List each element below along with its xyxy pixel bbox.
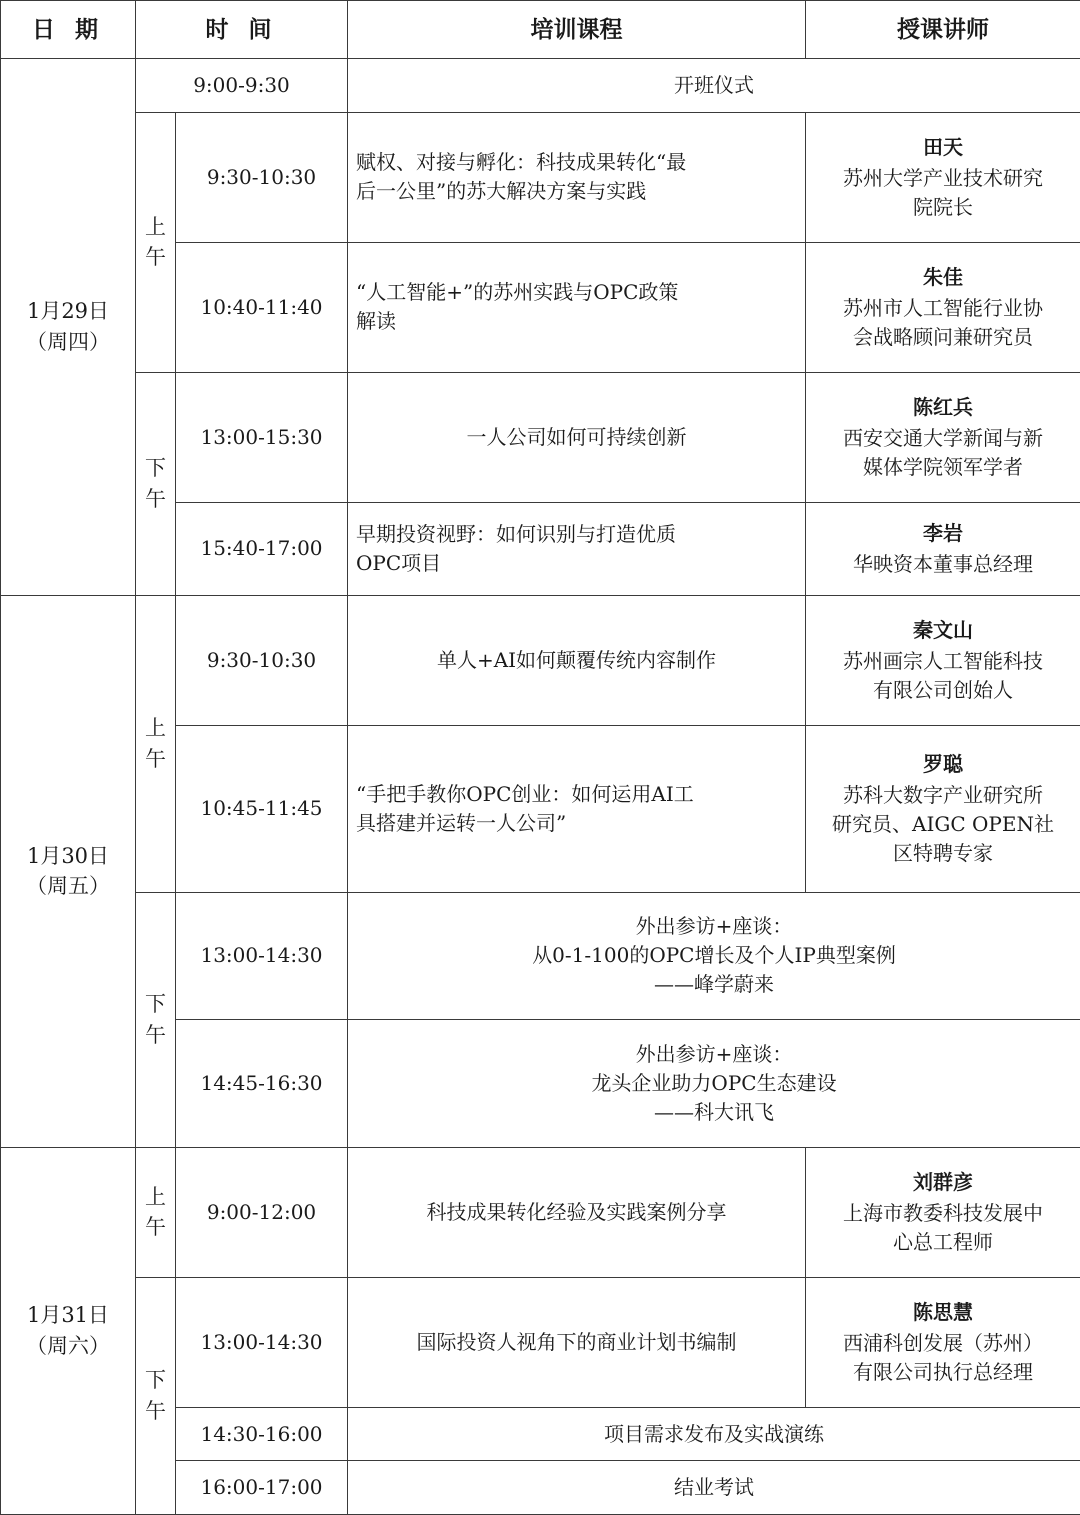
course-line: 解读 [356,309,397,334]
course-cell [348,502,806,595]
course-line: 单人+AI如何颠覆传统内容制作 [436,647,717,672]
time-cell: 13:00-14:30 [176,1277,348,1407]
course-line: 外出参访+座谈： [635,1041,793,1066]
teacher-name: 陈思慧 [913,1299,974,1324]
course-cell [348,1020,1080,1147]
teacher-cell [806,112,1080,242]
course-line: 外出参访+座谈： [635,914,793,939]
teacher-title [814,1199,1072,1257]
teacher-title-line: 院院长 [913,194,974,219]
course-line: OPC项目 [356,550,442,575]
table-row [1,372,1080,502]
teacher-title [814,164,1072,222]
teacher-title-line: 有限公司执行总经理 [853,1359,1034,1384]
half-day-cell [136,372,176,595]
date-cell [1,595,136,1147]
teacher-title-line: 华映资本董事总经理 [853,551,1034,576]
half-day-char: 午 [145,245,166,270]
half-day-cell [136,892,176,1147]
date-line: 1月29日 [26,299,110,324]
teacher-cell [806,502,1080,595]
teacher-cell [806,242,1080,372]
course-cell [348,892,1080,1019]
time-cell: 14:30-16:00 [176,1407,348,1461]
table-row [1,1277,1080,1407]
half-day-char: 午 [145,1215,166,1240]
half-day-char: 下 [145,1368,166,1393]
teacher-cell [806,372,1080,502]
teacher-title [814,294,1072,352]
weekday-line: （周六） [26,1333,110,1358]
course-cell [348,1147,806,1277]
course-cell [348,372,806,502]
half-day-char: 上 [145,214,166,239]
teacher-name: 李岩 [923,520,964,545]
teacher-title-line: 有限公司创始人 [873,677,1014,702]
half-day-char: 上 [145,1184,166,1209]
header-course: 培训课程 [348,1,806,59]
course-line: 后一公里”的苏大解决方案与实践 [356,179,647,204]
teacher-cell [806,725,1080,892]
time-cell: 13:00-15:30 [176,372,348,502]
course-cell [348,59,1080,113]
weekday-line: （周四） [26,329,110,354]
teacher-title [814,424,1072,482]
course-cell [348,112,806,242]
time-cell: 16:00-17:00 [176,1461,348,1515]
course-line: ——科大讯飞 [654,1099,775,1124]
course-cell [348,242,806,372]
teacher-title [814,1329,1072,1387]
time-cell: 9:00-12:00 [176,1147,348,1277]
teacher-title [814,647,1072,705]
table-body [1,59,1080,1515]
table-row [1,595,1080,725]
time-cell: 10:40-11:40 [176,242,348,372]
half-day-char: 午 [145,1398,166,1423]
header-row [1,1,1080,59]
time-cell: 9:00-9:30 [136,59,348,113]
date-cell [1,59,136,596]
course-line: 开班仪式 [674,72,755,97]
teacher-title-line: 苏州画宗人工智能科技 [843,648,1044,673]
header-time: 时 间 [136,1,348,59]
time-cell: 9:30-10:30 [176,595,348,725]
course-cell [348,1461,1080,1515]
course-line: “手把手教你OPC创业：如何运用AI工 [356,781,694,806]
date-cell [1,1147,136,1514]
course-line: 国际投资人视角下的商业计划书编制 [416,1329,737,1354]
half-day-cell [136,595,176,892]
teacher-title-line: 西浦科创发展（苏州） [843,1330,1044,1355]
table-row [1,1147,1080,1277]
teacher-name: 刘群彦 [913,1169,974,1194]
half-day-char: 午 [145,746,166,771]
teacher-cell [806,1277,1080,1407]
teacher-title-line: 上海市教委科技发展中 [843,1200,1044,1225]
half-day-cell [136,1277,176,1514]
course-line: ——峰学蔚来 [654,972,775,997]
weekday-line: （周五） [26,874,110,899]
teacher-cell [806,595,1080,725]
course-line: 一人公司如何可持续创新 [466,424,687,449]
teacher-name: 罗聪 [923,751,964,776]
time-cell: 13:00-14:30 [176,892,348,1019]
course-line: 具搭建并运转一人公司” [356,810,567,835]
course-line: 赋权、对接与孵化：科技成果转化“最 [356,150,687,175]
half-day-cell [136,112,176,372]
course-line: 从0-1-100的OPC增长及个人IP典型案例 [532,943,896,968]
half-day-char: 下 [145,456,166,481]
teacher-name: 朱佳 [923,264,964,289]
table-row [1,59,1080,113]
half-day-char: 下 [145,992,166,1017]
table-header [1,1,1080,59]
teacher-name: 陈红兵 [913,394,974,419]
teacher-cell [806,1147,1080,1277]
time-cell: 14:45-16:30 [176,1020,348,1147]
table-row [1,892,1080,1019]
date-line: 1月31日 [26,1303,110,1328]
half-day-char: 上 [145,716,166,741]
teacher-title-line: 苏科大数字产业研究所 [843,782,1044,807]
course-cell [348,1407,1080,1461]
teacher-title-line: 会战略顾问兼研究员 [853,324,1034,349]
time-cell: 10:45-11:45 [176,725,348,892]
teacher-title [814,781,1072,868]
teacher-title-line: 区特聘专家 [893,840,994,865]
teacher-title [814,550,1072,579]
teacher-title-line: 媒体学院领军学者 [863,454,1024,479]
course-cell [348,1277,806,1407]
time-cell: 9:30-10:30 [176,112,348,242]
half-day-char: 午 [145,486,166,511]
header-teacher: 授课讲师 [806,1,1080,59]
course-line: “人工智能+”的苏州实践与OPC政策 [356,280,679,305]
course-line: 科技成果转化经验及实践案例分享 [426,1199,727,1224]
half-day-cell [136,1147,176,1277]
half-day-char: 午 [145,1022,166,1047]
table-row [1,112,1080,242]
teacher-name: 秦文山 [913,617,974,642]
teacher-title-line: 研究员、AIGC OPEN社 [832,811,1054,836]
header-date: 日 期 [1,1,136,59]
teacher-title-line: 心总工程师 [893,1229,994,1254]
teacher-title-line: 西安交通大学新闻与新 [843,425,1044,450]
course-line: 项目需求发布及实战演练 [604,1421,825,1446]
teacher-name: 田天 [923,134,964,159]
time-cell: 15:40-17:00 [176,502,348,595]
course-line: 结业考试 [674,1475,755,1500]
course-cell [348,595,806,725]
course-line: 早期投资视野：如何识别与打造优质 [356,521,677,546]
course-cell [348,725,806,892]
course-line: 龙头企业助力OPC生态建设 [591,1070,837,1095]
date-line: 1月30日 [26,843,110,868]
teacher-title-line: 苏州市人工智能行业协 [843,295,1044,320]
teacher-title-line: 苏州大学产业技术研究 [843,165,1044,190]
